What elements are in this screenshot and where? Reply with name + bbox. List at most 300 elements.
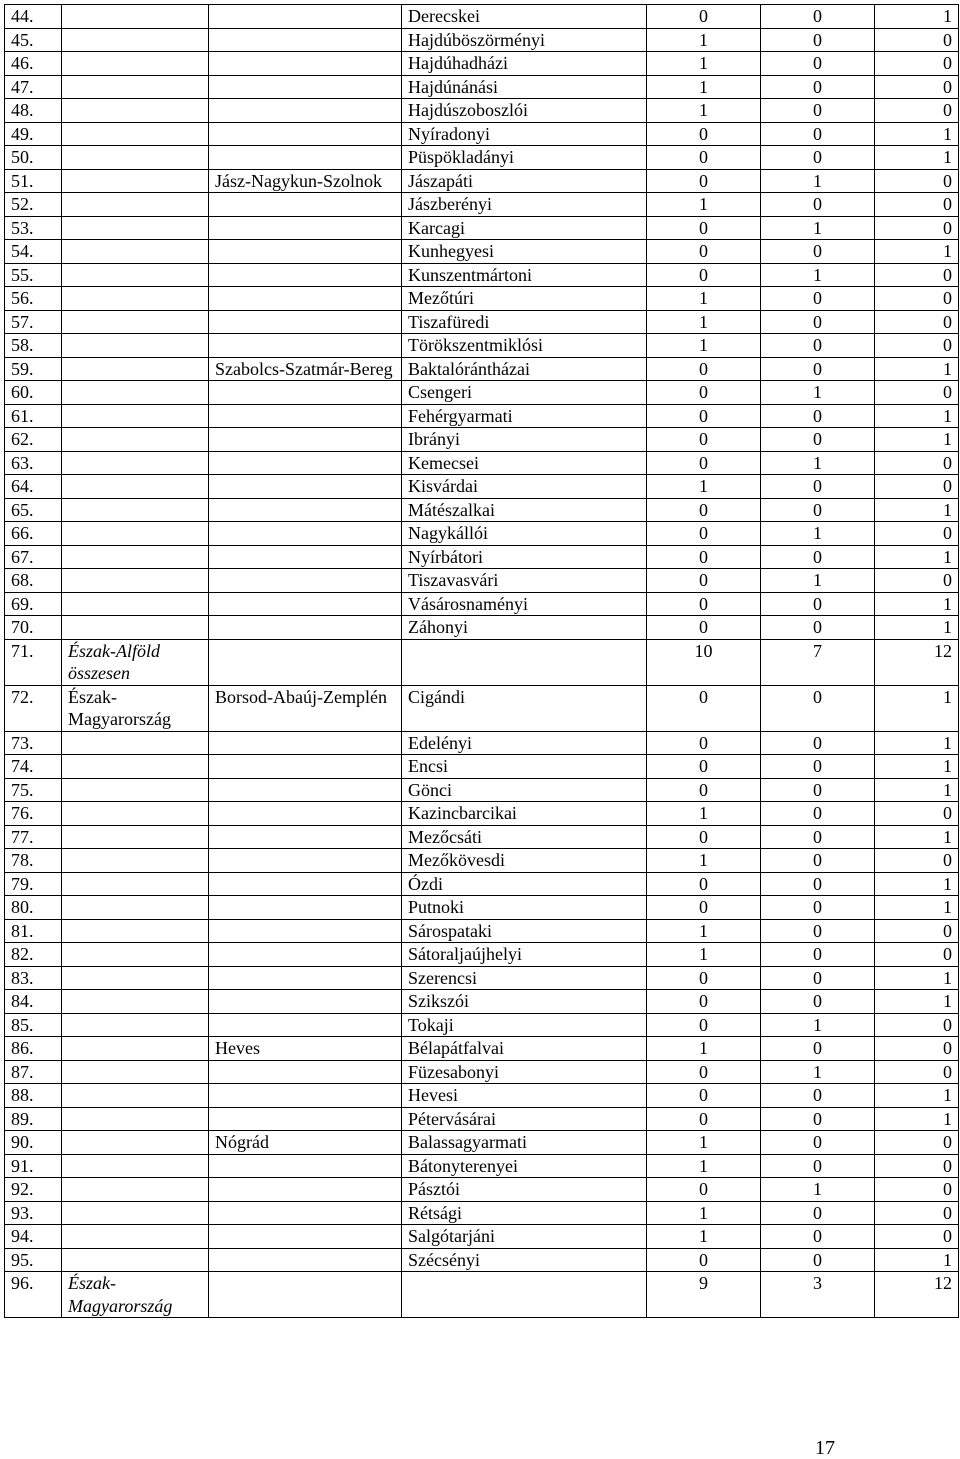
value-2-cell: 0 <box>761 52 875 76</box>
value-2-cell: 0 <box>761 966 875 990</box>
county-cell <box>209 849 402 873</box>
region-cell <box>62 966 209 990</box>
county-cell <box>209 592 402 616</box>
district-cell: Ibrányi <box>402 428 647 452</box>
county-cell <box>209 75 402 99</box>
region-cell: Észak-Alföld összesen <box>62 639 209 685</box>
row-number: 60. <box>5 381 62 405</box>
region-cell <box>62 616 209 640</box>
value-1-cell: 0 <box>647 522 761 546</box>
region-cell <box>62 569 209 593</box>
value-2-cell: 0 <box>761 616 875 640</box>
value-1-cell: 0 <box>647 122 761 146</box>
district-cell <box>402 639 647 685</box>
row-number: 91. <box>5 1154 62 1178</box>
district-cell: Kunhegyesi <box>402 240 647 264</box>
district-cell: Kisvárdai <box>402 475 647 499</box>
row-number: 50. <box>5 146 62 170</box>
table-row <box>5 919 959 943</box>
value-3-cell: 0 <box>875 1201 959 1225</box>
county-cell <box>209 52 402 76</box>
value-3-cell: 0 <box>875 1178 959 1202</box>
value-2-cell: 0 <box>761 122 875 146</box>
table-row <box>5 1107 959 1131</box>
value-1-cell: 0 <box>647 146 761 170</box>
region-cell <box>62 1084 209 1108</box>
region-cell <box>62 849 209 873</box>
region-cell <box>62 99 209 123</box>
value-3-cell: 1 <box>875 872 959 896</box>
value-2-cell: 1 <box>761 263 875 287</box>
value-1-cell: 0 <box>647 755 761 779</box>
value-2-cell: 1 <box>761 381 875 405</box>
district-cell: Salgótarjáni <box>402 1225 647 1249</box>
table-row <box>5 616 959 640</box>
value-2-cell: 0 <box>761 943 875 967</box>
district-cell <box>402 1272 647 1318</box>
value-3-cell: 0 <box>875 263 959 287</box>
region-cell <box>62 146 209 170</box>
region-cell <box>62 802 209 826</box>
row-number: 79. <box>5 872 62 896</box>
row-number: 76. <box>5 802 62 826</box>
county-cell <box>209 451 402 475</box>
region-cell <box>62 1107 209 1131</box>
value-3-cell: 0 <box>875 52 959 76</box>
region-cell <box>62 451 209 475</box>
table-row <box>5 849 959 873</box>
region-cell <box>62 498 209 522</box>
row-number: 66. <box>5 522 62 546</box>
county-cell <box>209 802 402 826</box>
value-1-cell: 1 <box>647 943 761 967</box>
district-cell: Záhonyi <box>402 616 647 640</box>
row-number: 58. <box>5 334 62 358</box>
district-cell: Hajdúböszörményi <box>402 28 647 52</box>
value-2-cell: 0 <box>761 1107 875 1131</box>
region-cell <box>62 287 209 311</box>
value-2-cell: 0 <box>761 1154 875 1178</box>
value-2-cell: 0 <box>761 731 875 755</box>
district-cell: Törökszentmiklósi <box>402 334 647 358</box>
value-2-cell: 0 <box>761 334 875 358</box>
value-3-cell: 0 <box>875 919 959 943</box>
value-2-cell: 1 <box>761 569 875 593</box>
row-number: 59. <box>5 357 62 381</box>
value-1-cell: 0 <box>647 404 761 428</box>
value-3-cell: 1 <box>875 778 959 802</box>
region-cell <box>62 5 209 29</box>
table-row <box>5 122 959 146</box>
region-cell <box>62 755 209 779</box>
row-number: 55. <box>5 263 62 287</box>
district-cell: Füzesabonyi <box>402 1060 647 1084</box>
county-cell <box>209 522 402 546</box>
county-cell <box>209 1013 402 1037</box>
region-cell <box>62 263 209 287</box>
value-2-cell: 0 <box>761 1084 875 1108</box>
value-1-cell: 0 <box>647 381 761 405</box>
value-3-cell: 0 <box>875 287 959 311</box>
value-2-cell: 0 <box>761 357 875 381</box>
county-cell <box>209 5 402 29</box>
row-number: 85. <box>5 1013 62 1037</box>
value-3-cell: 1 <box>875 122 959 146</box>
value-3-cell: 1 <box>875 616 959 640</box>
region-cell <box>62 731 209 755</box>
row-number: 92. <box>5 1178 62 1202</box>
value-3-cell: 0 <box>875 1037 959 1061</box>
value-1-cell: 0 <box>647 357 761 381</box>
value-3-cell: 1 <box>875 146 959 170</box>
value-3-cell: 1 <box>875 592 959 616</box>
row-number: 72. <box>5 685 62 731</box>
row-number: 57. <box>5 310 62 334</box>
table-row <box>5 731 959 755</box>
value-3-cell: 12 <box>875 639 959 685</box>
row-number: 80. <box>5 896 62 920</box>
district-cell: Tiszafüredi <box>402 310 647 334</box>
table-row <box>5 592 959 616</box>
region-cell <box>62 193 209 217</box>
county-cell <box>209 639 402 685</box>
region-cell <box>62 404 209 428</box>
value-3-cell: 0 <box>875 75 959 99</box>
table-row <box>5 639 959 685</box>
value-1-cell: 1 <box>647 1201 761 1225</box>
value-1-cell: 0 <box>647 1248 761 1272</box>
county-cell <box>209 334 402 358</box>
row-number: 44. <box>5 5 62 29</box>
value-3-cell: 1 <box>875 5 959 29</box>
value-2-cell: 0 <box>761 475 875 499</box>
value-2-cell: 0 <box>761 99 875 123</box>
county-cell <box>209 990 402 1014</box>
district-cell: Bátonyterenyei <box>402 1154 647 1178</box>
region-cell <box>62 122 209 146</box>
value-1-cell: 0 <box>647 263 761 287</box>
district-cell: Baktalórántházai <box>402 357 647 381</box>
value-2-cell: 0 <box>761 5 875 29</box>
row-number: 71. <box>5 639 62 685</box>
value-2-cell: 0 <box>761 240 875 264</box>
value-2-cell: 0 <box>761 1201 875 1225</box>
value-3-cell: 0 <box>875 381 959 405</box>
value-2-cell: 0 <box>761 919 875 943</box>
row-number: 65. <box>5 498 62 522</box>
table-row <box>5 287 959 311</box>
region-cell <box>62 896 209 920</box>
county-cell <box>209 1272 402 1318</box>
value-2-cell: 3 <box>761 1272 875 1318</box>
district-cell: Nyírbátori <box>402 545 647 569</box>
county-cell <box>209 263 402 287</box>
row-number: 77. <box>5 825 62 849</box>
row-number: 67. <box>5 545 62 569</box>
district-cell: Vásárosnaményi <box>402 592 647 616</box>
value-2-cell: 0 <box>761 896 875 920</box>
region-cell <box>62 216 209 240</box>
district-cell: Kunszentmártoni <box>402 263 647 287</box>
table-row <box>5 357 959 381</box>
row-number: 81. <box>5 919 62 943</box>
table-row <box>5 1201 959 1225</box>
district-cell: Edelényi <box>402 731 647 755</box>
value-1-cell: 0 <box>647 685 761 731</box>
table-row <box>5 685 959 731</box>
table-row <box>5 75 959 99</box>
value-1-cell: 0 <box>647 825 761 849</box>
county-cell <box>209 287 402 311</box>
county-cell <box>209 498 402 522</box>
value-1-cell: 1 <box>647 193 761 217</box>
region-cell <box>62 357 209 381</box>
district-cell: Csengeri <box>402 381 647 405</box>
table-row <box>5 896 959 920</box>
region-cell <box>62 990 209 1014</box>
value-3-cell: 0 <box>875 1060 959 1084</box>
value-1-cell: 1 <box>647 334 761 358</box>
row-number: 63. <box>5 451 62 475</box>
county-cell <box>209 475 402 499</box>
county-cell <box>209 1060 402 1084</box>
table-row <box>5 1154 959 1178</box>
district-cell: Nagykállói <box>402 522 647 546</box>
row-number: 69. <box>5 592 62 616</box>
value-1-cell: 1 <box>647 99 761 123</box>
county-cell <box>209 731 402 755</box>
table-row <box>5 169 959 193</box>
county-cell <box>209 99 402 123</box>
value-1-cell: 1 <box>647 28 761 52</box>
county-cell <box>209 825 402 849</box>
table-row <box>5 5 959 29</box>
county-cell <box>209 569 402 593</box>
row-number: 68. <box>5 569 62 593</box>
region-cell <box>62 872 209 896</box>
row-number: 74. <box>5 755 62 779</box>
region-cell <box>62 75 209 99</box>
value-1-cell: 1 <box>647 475 761 499</box>
value-2-cell: 0 <box>761 1225 875 1249</box>
value-3-cell: 0 <box>875 1131 959 1155</box>
row-number: 87. <box>5 1060 62 1084</box>
value-1-cell: 0 <box>647 731 761 755</box>
value-1-cell: 0 <box>647 428 761 452</box>
value-3-cell: 1 <box>875 685 959 731</box>
value-1-cell: 0 <box>647 1013 761 1037</box>
value-1-cell: 0 <box>647 1107 761 1131</box>
region-cell <box>62 943 209 967</box>
county-cell <box>209 545 402 569</box>
county-cell <box>209 1154 402 1178</box>
region-cell: Észak-Magyarország <box>62 685 209 731</box>
value-1-cell: 9 <box>647 1272 761 1318</box>
district-cell: Hajdúhadházi <box>402 52 647 76</box>
value-3-cell: 0 <box>875 475 959 499</box>
district-cell: Encsi <box>402 755 647 779</box>
value-1-cell: 0 <box>647 592 761 616</box>
county-cell <box>209 896 402 920</box>
value-1-cell: 1 <box>647 802 761 826</box>
table-row <box>5 1178 959 1202</box>
region-cell <box>62 1013 209 1037</box>
region-cell <box>62 475 209 499</box>
region-cell <box>62 545 209 569</box>
table-row <box>5 146 959 170</box>
value-1-cell: 1 <box>647 849 761 873</box>
region-cell <box>62 310 209 334</box>
value-3-cell: 1 <box>875 1084 959 1108</box>
table-row <box>5 99 959 123</box>
value-3-cell: 0 <box>875 802 959 826</box>
table-row <box>5 569 959 593</box>
table-row <box>5 1013 959 1037</box>
table-row <box>5 428 959 452</box>
district-cell: Püspökladányi <box>402 146 647 170</box>
county-cell <box>209 755 402 779</box>
value-2-cell: 0 <box>761 28 875 52</box>
value-2-cell: 0 <box>761 755 875 779</box>
value-3-cell: 0 <box>875 1225 959 1249</box>
row-number: 90. <box>5 1131 62 1155</box>
row-number: 78. <box>5 849 62 873</box>
county-cell: Borsod-Abaúj-Zemplén <box>209 685 402 731</box>
value-3-cell: 0 <box>875 569 959 593</box>
value-2-cell: 1 <box>761 169 875 193</box>
district-cell: Mezőcsáti <box>402 825 647 849</box>
district-table <box>4 4 959 1318</box>
region-cell <box>62 52 209 76</box>
district-cell: Fehérgyarmati <box>402 404 647 428</box>
district-cell: Gönci <box>402 778 647 802</box>
district-cell: Kemecsei <box>402 451 647 475</box>
district-cell: Derecskei <box>402 5 647 29</box>
value-2-cell: 0 <box>761 428 875 452</box>
value-3-cell: 1 <box>875 825 959 849</box>
value-2-cell: 0 <box>761 287 875 311</box>
region-cell <box>62 28 209 52</box>
district-cell: Mátészalkai <box>402 498 647 522</box>
district-cell: Mezőkövesdi <box>402 849 647 873</box>
row-number: 75. <box>5 778 62 802</box>
region-cell <box>62 428 209 452</box>
district-cell: Kazincbarcikai <box>402 802 647 826</box>
district-cell: Sátoraljaújhelyi <box>402 943 647 967</box>
value-2-cell: 0 <box>761 545 875 569</box>
value-1-cell: 0 <box>647 498 761 522</box>
value-1-cell: 0 <box>647 545 761 569</box>
value-2-cell: 0 <box>761 146 875 170</box>
row-number: 64. <box>5 475 62 499</box>
value-2-cell: 0 <box>761 825 875 849</box>
region-cell <box>62 1225 209 1249</box>
county-cell <box>209 616 402 640</box>
value-2-cell: 1 <box>761 451 875 475</box>
value-1-cell: 1 <box>647 287 761 311</box>
row-number: 94. <box>5 1225 62 1249</box>
row-number: 95. <box>5 1248 62 1272</box>
county-cell <box>209 966 402 990</box>
table-row <box>5 522 959 546</box>
row-number: 54. <box>5 240 62 264</box>
table-row <box>5 755 959 779</box>
region-cell <box>62 1201 209 1225</box>
region-cell <box>62 1178 209 1202</box>
county-cell <box>209 778 402 802</box>
row-number: 62. <box>5 428 62 452</box>
table-row <box>5 193 959 217</box>
value-1-cell: 0 <box>647 1178 761 1202</box>
table-row <box>5 28 959 52</box>
value-3-cell: 1 <box>875 1107 959 1131</box>
district-cell: Nyíradonyi <box>402 122 647 146</box>
value-3-cell: 0 <box>875 1154 959 1178</box>
district-cell: Szécsényi <box>402 1248 647 1272</box>
value-1-cell: 0 <box>647 896 761 920</box>
district-table-body <box>5 5 959 1318</box>
value-2-cell: 0 <box>761 990 875 1014</box>
district-cell: Pásztói <box>402 1178 647 1202</box>
value-1-cell: 0 <box>647 451 761 475</box>
district-cell: Tiszavasvári <box>402 569 647 593</box>
value-1-cell: 0 <box>647 5 761 29</box>
table-row <box>5 872 959 896</box>
table-row <box>5 216 959 240</box>
row-number: 53. <box>5 216 62 240</box>
table-row <box>5 778 959 802</box>
row-number: 88. <box>5 1084 62 1108</box>
district-cell: Mezőtúri <box>402 287 647 311</box>
row-number: 96. <box>5 1272 62 1318</box>
table-row <box>5 334 959 358</box>
value-1-cell: 1 <box>647 1225 761 1249</box>
value-1-cell: 0 <box>647 872 761 896</box>
table-row <box>5 498 959 522</box>
row-number: 61. <box>5 404 62 428</box>
value-2-cell: 0 <box>761 592 875 616</box>
table-row <box>5 263 959 287</box>
value-1-cell: 1 <box>647 1037 761 1061</box>
table-row <box>5 1084 959 1108</box>
value-1-cell: 1 <box>647 310 761 334</box>
county-cell <box>209 428 402 452</box>
region-cell <box>62 381 209 405</box>
table-row <box>5 240 959 264</box>
value-1-cell: 1 <box>647 919 761 943</box>
value-1-cell: 0 <box>647 169 761 193</box>
district-cell: Jászapáti <box>402 169 647 193</box>
county-cell <box>209 1107 402 1131</box>
district-cell: Sárospataki <box>402 919 647 943</box>
row-number: 73. <box>5 731 62 755</box>
value-1-cell: 0 <box>647 216 761 240</box>
county-cell <box>209 216 402 240</box>
county-cell: Nógrád <box>209 1131 402 1155</box>
table-row <box>5 475 959 499</box>
row-number: 48. <box>5 99 62 123</box>
county-cell <box>209 1225 402 1249</box>
district-cell: Karcagi <box>402 216 647 240</box>
value-3-cell: 1 <box>875 1248 959 1272</box>
value-3-cell: 0 <box>875 169 959 193</box>
region-cell <box>62 919 209 943</box>
region-cell <box>62 778 209 802</box>
county-cell: Heves <box>209 1037 402 1061</box>
region-cell <box>62 592 209 616</box>
district-cell: Szerencsi <box>402 966 647 990</box>
value-1-cell: 0 <box>647 1060 761 1084</box>
